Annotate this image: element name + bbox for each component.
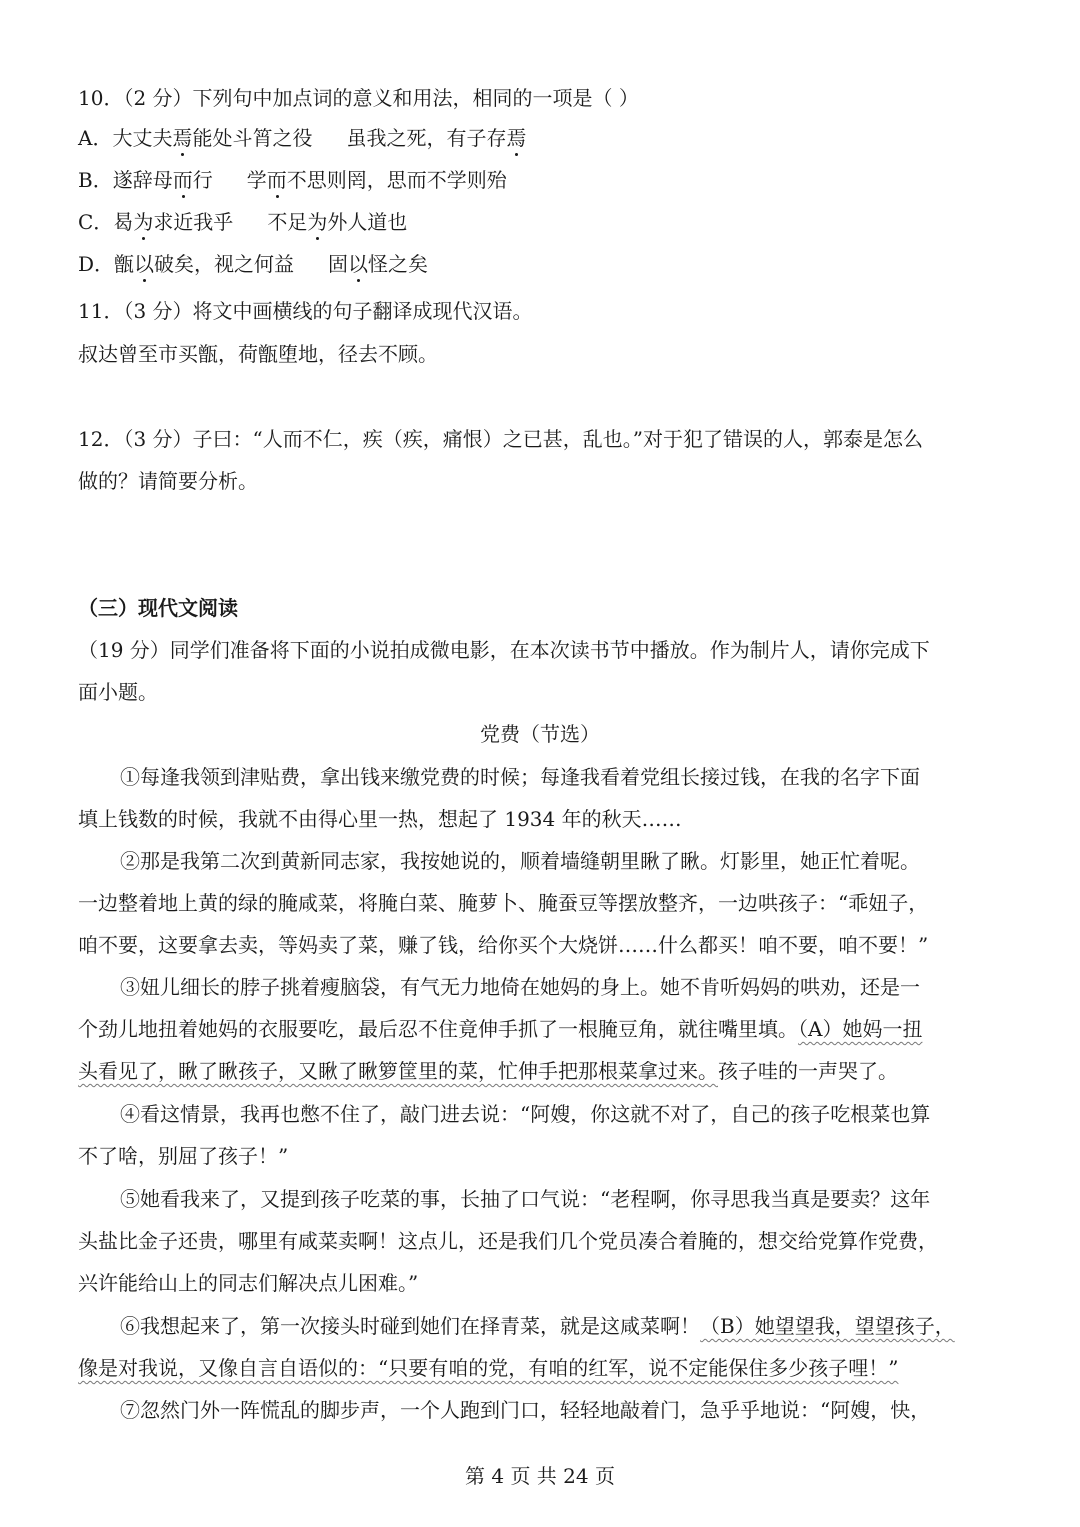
dotted-word: 为	[133, 210, 154, 234]
q10-stem: 10．（2 分）下列句中加点词的意义和用法，相同的一项是（ ）	[78, 86, 639, 110]
paragraph-3: ③妞儿细长的脖子挑着瘦脑袋，有气无力地倚在她妈的身上。她不肯听妈妈的哄劝，还是一	[120, 975, 920, 999]
q10-option-a: A．大丈夫焉能处斗筲之役 虽我之死，有子存焉	[78, 126, 527, 150]
wavy-underlined-sentence-b: 像是对我说，又像自言自语似的：“只要有咱的党，有咱的红军，说不定能保住多少孩子哩！”	[78, 1356, 899, 1380]
q10-option-d: D．甑以破矣，视之何益 固以怪之矣	[78, 252, 429, 276]
dotted-word: 而	[172, 168, 193, 192]
wavy-underlined-sentence-b: （B）她望望我，望望孩子，	[700, 1314, 955, 1338]
section-intro-2: 面小题。	[78, 680, 158, 704]
wavy-underlined-sentence-a: （A）她妈一扭	[798, 1017, 923, 1041]
page-footer: 第 4 页 共 24 页	[465, 1464, 615, 1488]
paragraph-2: 一边整着地上黄的绿的腌咸菜，将腌白菜、腌萝卜、腌蚕豆等摆放整齐，一边哄孩子：“乖妞子，	[78, 891, 929, 915]
paragraph-4: ④看这情景，我再也憋不住了，敲门进去说：“阿嫂，你这就不对了，自己的孩子吃根菜也算	[120, 1102, 931, 1126]
section-intro-1: （19 分）同学们准备将下面的小说拍成微电影，在本次读书节中播放。作为制片人，请你完成下	[78, 638, 930, 662]
dotted-word: 焉	[506, 126, 527, 150]
paragraph-5: 兴许能给山上的同志们解决点儿困难。”	[78, 1271, 419, 1295]
dotted-word: 以	[134, 252, 155, 276]
wavy-underlined-sentence-a: 头看见了，瞅了瞅孩子，又瞅了瞅箩筐里的菜，忙伸手把那根菜拿过来。	[78, 1059, 718, 1083]
section-heading: （三）现代文阅读	[78, 596, 238, 620]
story-title: 党费（节选）	[480, 722, 600, 746]
paragraph-2: 咱不要，这要拿去卖，等妈卖了菜，赚了钱，给你买个大烧饼……什么都买！咱不要，咱不要！”	[78, 933, 929, 957]
q10-option-b: B．遂辞母而行 学而不思则罔，思而不学则殆	[78, 168, 507, 192]
dotted-word: 而	[266, 168, 287, 192]
q12-line-1: 12．（3 分）子曰：“人而不仁，疾（疾，痛恨）之已甚，乱也。”对于犯了错误的人，郭泰是怎么	[78, 427, 923, 451]
paragraph-4: 不了啥，别屈了孩子！”	[78, 1144, 289, 1168]
q11-sentence: 叔达曾至市买甑，荷甑堕地，径去不顾。	[78, 342, 438, 366]
paragraph-1: ①每逢我领到津贴费，拿出钱来缴党费的时候；每逢我看着党组长接过钱，在我的名字下面	[120, 765, 920, 789]
dotted-word: 以	[348, 252, 369, 276]
paragraph-3: 头看见了，瞅了瞅孩子，又瞅了瞅箩筐里的菜，忙伸手把那根菜拿过来。孩子哇的一声哭了。	[78, 1059, 898, 1083]
q11-stem: 11．（3 分）将文中画横线的句子翻译成现代汉语。	[78, 299, 533, 323]
dotted-word: 焉	[172, 126, 193, 150]
q10-option-c: C．曷为求近我乎 不足为外人道也	[78, 210, 408, 234]
paragraph-3: 个劲儿地扭着她妈的衣服要吃，最后忍不住竟伸手抓了一根腌豆角，就往嘴里填。（A）她妈一扭	[78, 1017, 923, 1041]
paragraph-5: ⑤她看我来了，又提到孩子吃菜的事，长抽了口气说：“老程啊，你寻思我当真是要卖？这年	[120, 1187, 931, 1211]
q12-line-2: 做的？请简要分析。	[78, 469, 258, 493]
paragraph-6: ⑥我想起来了，第一次接头时碰到她们在择青菜，就是这咸菜啊！（B）她望望我，望望孩子，	[120, 1314, 955, 1338]
paragraph-1: 填上钱数的时候，我就不由得心里一热，想起了 1934 年的秋天……	[78, 807, 682, 831]
paragraph-7: ⑦忽然门外一阵慌乱的脚步声，一个人跑到门口，轻轻地敲着门，急乎乎地说：“阿嫂，快，	[120, 1398, 931, 1422]
dotted-word: 为	[307, 210, 328, 234]
paragraph-5: 头盐比金子还贵，哪里有咸菜卖啊！这点儿，还是我们几个党员凑合着腌的，想交给党算作党费，	[78, 1229, 938, 1253]
paragraph-6	[78, 1354, 898, 1382]
paragraph-2: ②那是我第二次到黄新同志家，我按她说的，顺着墙缝朝里瞅了瞅。灯影里，她正忙着呢。	[120, 849, 920, 873]
